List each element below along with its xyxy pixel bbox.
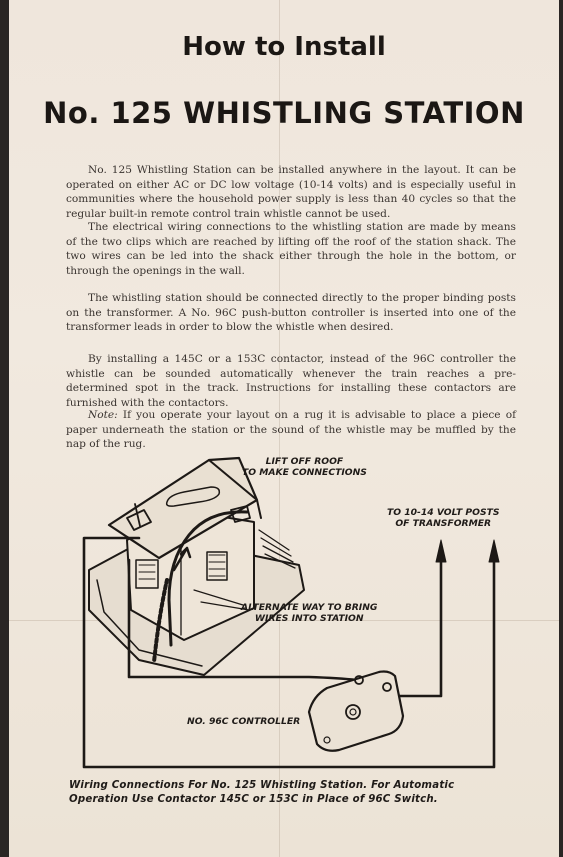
note-text: If you operate your layout on a rug it is advisable to place a piece of paper underneath the station or the sound of the whistle may be muffled by the nap of the rug.	[66, 409, 516, 451]
label-lift-off-roof: LIFT OFF ROOF TO MAKE CONNECTIONS	[242, 456, 367, 478]
paragraph-text: The electrical wiring connections to the whistling station are made by means of the two clips which are reached by lifting off the roof of the station shack. The two wires can be led into the shack either through the hole in the bottom, or through the openings in the wall.	[66, 221, 516, 277]
label-controller: NO. 96C CONTROLLER	[187, 716, 301, 727]
note-label: Note:	[88, 409, 118, 421]
paragraph-text: By installing a 145C or a 153C contactor, instead of the 96C controller the whistle can be sounded automatically whenever the train reaches a pre-determined spot in the track. Instructions for installing these contactors are furnished with the contactors.	[66, 353, 516, 409]
paragraph-wiring	[66, 220, 516, 278]
heading-product-title: No. 125 WHISTLING STATION	[43, 96, 525, 130]
arrow-head-right-lead	[489, 540, 499, 562]
heading-how-to-install: How to Install	[182, 32, 386, 62]
paragraph-transformer	[66, 291, 516, 335]
paragraph-text: The whistling station should be connected directly to the proper binding posts on the transformer. A No. 96C push-button controller is inserted into one of the transformer leads in order to blow the whistle when desired.	[66, 292, 516, 334]
arrow-head-left-lead	[436, 540, 446, 562]
label-transformer-posts: TO 10-14 VOLT POSTS OF TRANSFORMER	[387, 507, 500, 529]
instruction-sheet	[9, 0, 559, 857]
diagram-caption: Wiring Connections For No. 125 Whistling Station. For Automatic Operation Use Contactor 145C or 153C in Place of 96C Switch.	[69, 780, 455, 805]
label-alternate-wires: ALTERNATE WAY TO BRING WIRES INTO STATION	[241, 602, 378, 624]
paragraph-text: No. 125 Whistling Station can be installed anywhere in the layout. It can be operated on either AC or DC low voltage (10-14 volts) and is especially useful in communities where the household power supply is less than 40 cycles so that the regular built-in remote control train whistle cannot be used.	[66, 164, 516, 220]
paragraph-intro	[66, 163, 516, 221]
paragraph-contactor	[66, 352, 516, 410]
